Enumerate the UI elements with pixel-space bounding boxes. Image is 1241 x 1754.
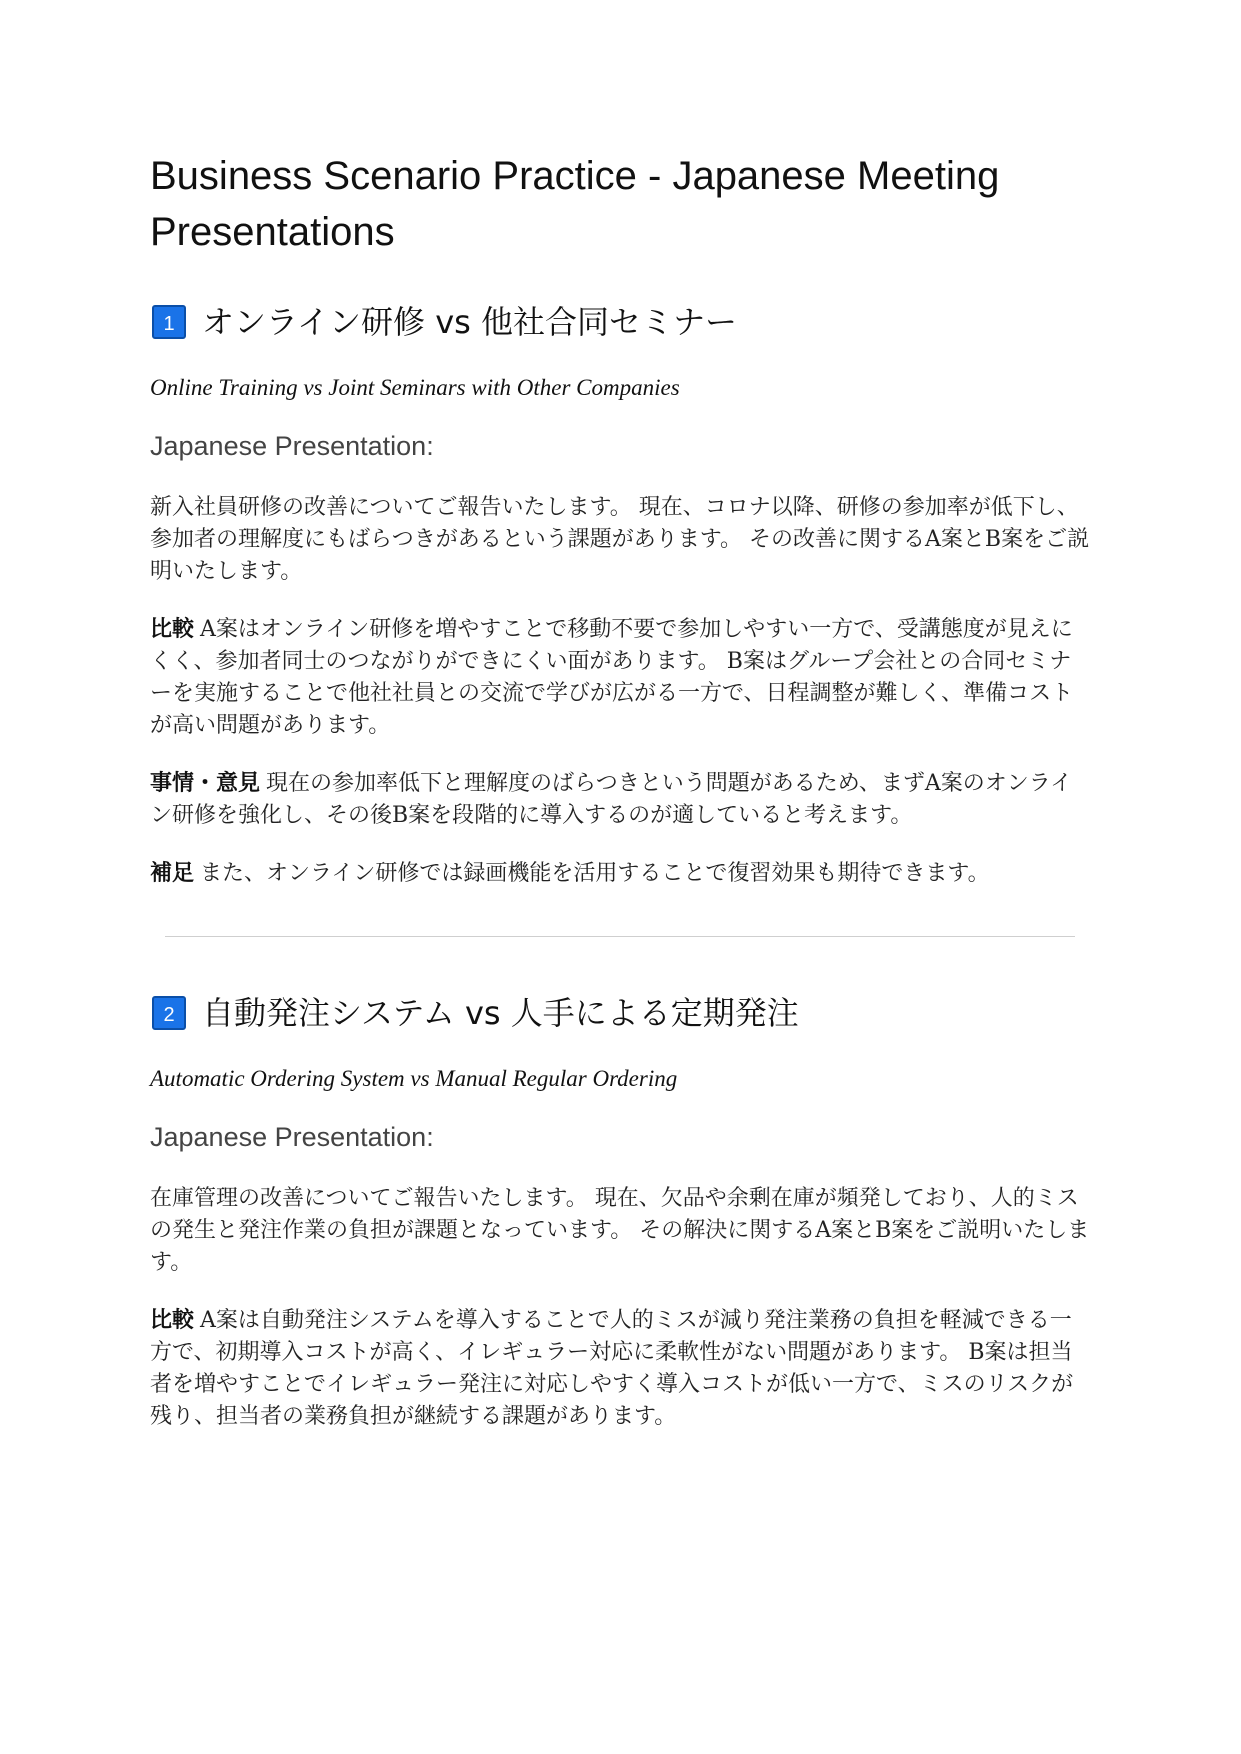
comparison-paragraph [150, 614, 1090, 742]
presentation-label: Japanese Presentation: [150, 1122, 434, 1152]
supplement-text: また、オンライン研修では録画機能を活用することで復習効果も期待できます。 [200, 861, 990, 886]
intro-paragraph: 新入社員研修の改善についてご報告いたします。 現在、コロナ以降、研修の参加率が低下し、参加者の理解度にもばらつきがあるという課題があります。 その改善に関するA案とB案をご説明いたします。 [150, 495, 1090, 584]
section-heading [150, 991, 1090, 1035]
opinion-label: 事情・意見 [150, 771, 261, 796]
section-subtitle: Online Training vs Joint Seminars with Other Companies [150, 375, 680, 400]
section-heading-text: 自動発注システム vs 人手による定期発注 [202, 994, 799, 1032]
number-badge-icon: 1 [152, 305, 186, 339]
comparison-text: A案は自動発注システムを導入することで人的ミスが減り発注業務の負担を軽減できる一方で、初期導入コストが高く、イレギュラー対応に柔軟性がない問題があります。 B案は担当者を増やすことでイレギュラー発注に対応しやすく導入コストが低い一方で、ミスのリスクが残り、担当者の業務負担が継続する課題があります。 [150, 1308, 1074, 1429]
section-1 [150, 300, 1090, 890]
supplement-paragraph [150, 858, 1090, 890]
supplement-label: 補足 [150, 861, 195, 886]
document-title: Business Scenario Practice - Japanese Meeting Presentations [150, 154, 1000, 254]
opinion-text: 現在の参加率低下と理解度のばらつきという問題があるため、まずA案のオンライン研修を強化し、その後B案を段階的に導入するのが適していると考えます。 [150, 771, 1073, 828]
comparison-paragraph [150, 1305, 1090, 1433]
section-heading-text: オンライン研修 vs 他社合同セミナー [202, 303, 737, 341]
section-divider [165, 936, 1075, 937]
section-2 [150, 991, 1090, 1433]
comparison-label: 比較 [150, 1308, 195, 1333]
section-subtitle: Automatic Ordering System vs Manual Regular Ordering [150, 1066, 678, 1091]
comparison-text: A案はオンライン研修を増やすことで移動不要で参加しやすい一方で、受講態度が見えにくく、参加者同士のつながりができにくい面があります。 B案はグループ会社との合同セミナーを実施することで他社社員との交流で学びが広がる一方で、日程調整が難しく、準備コストが高い問題があります。 [150, 617, 1074, 738]
intro-paragraph: 在庫管理の改善についてご報告いたします。 現在、欠品や余剰在庫が頻発しており、人的ミスの発生と発注作業の負担が課題となっています。 その解決に関するA案とB案をご説明いたします。 [150, 1186, 1090, 1275]
section-heading [150, 300, 1090, 344]
number-badge-icon: 2 [152, 996, 186, 1030]
comparison-label: 比較 [150, 617, 195, 642]
opinion-paragraph [150, 768, 1090, 832]
presentation-label: Japanese Presentation: [150, 431, 434, 461]
document-page [150, 148, 1090, 1459]
